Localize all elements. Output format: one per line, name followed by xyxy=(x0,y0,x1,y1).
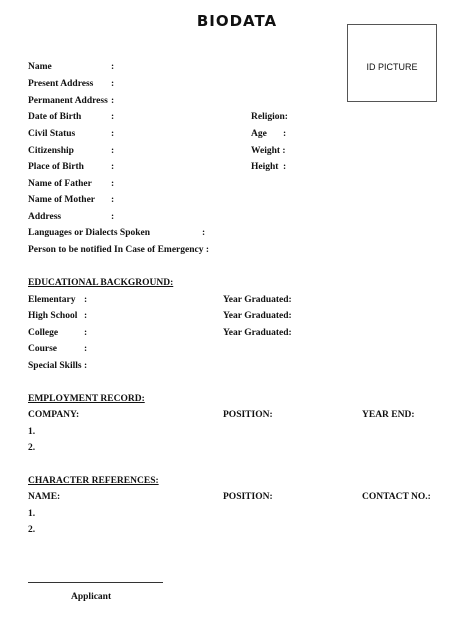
permanent-address-label: Permanent Address xyxy=(28,96,108,106)
present-address-colon: : xyxy=(111,79,115,89)
special-skills-label: Special Skills xyxy=(28,361,82,371)
employment-item-2: 2. xyxy=(28,443,36,453)
place-of-birth-label: Place of Birth xyxy=(28,162,84,172)
place-of-birth-colon: : xyxy=(111,162,115,172)
company-label: COMPANY: xyxy=(28,410,80,420)
applicant-label: Applicant xyxy=(71,592,112,602)
high-school-year-label: Year Graduated: xyxy=(223,311,292,321)
college-year-label: Year Graduated: xyxy=(223,328,292,338)
references-heading: CHARACTER REFERENCES: xyxy=(28,476,159,486)
age-label: Age xyxy=(251,129,267,139)
name-colon: : xyxy=(111,62,115,72)
employment-item-1: 1. xyxy=(28,427,36,437)
name-of-mother-colon: : xyxy=(111,195,115,205)
elementary-colon: : xyxy=(84,295,88,305)
name-of-father-label: Name of Father xyxy=(28,179,92,189)
civil-status-label: Civil Status xyxy=(28,129,76,139)
year-end-label: YEAR END: xyxy=(362,410,415,420)
reference-name-label: NAME: xyxy=(28,492,61,502)
contact-no-label: CONTACT NO.: xyxy=(362,492,431,502)
high-school-label: High School xyxy=(28,311,78,321)
elementary-label: Elementary xyxy=(28,295,76,305)
citizenship-label: Citizenship xyxy=(28,146,74,156)
civil-status-colon: : xyxy=(111,129,115,139)
address-colon: : xyxy=(111,212,115,222)
emergency-contact-label: Person to be notified In Case of Emergency : xyxy=(28,245,210,255)
religion-label: Religion: xyxy=(251,112,288,122)
high-school-colon: : xyxy=(84,311,88,321)
date-of-birth-colon: : xyxy=(111,112,115,122)
height-colon: : xyxy=(283,162,287,172)
permanent-address-colon: : xyxy=(111,96,115,106)
reference-item-2: 2. xyxy=(28,525,36,535)
address-label: Address xyxy=(28,212,62,222)
page-title: BIODATA xyxy=(196,12,278,30)
reference-position-label: POSITION: xyxy=(223,492,273,502)
languages-colon: : xyxy=(202,228,206,238)
id-picture-label: ID PICTURE xyxy=(366,62,418,72)
course-label: Course xyxy=(28,344,58,354)
name-of-mother-label: Name of Mother xyxy=(28,195,96,205)
name-label: Name xyxy=(28,62,52,72)
reference-item-1: 1. xyxy=(28,509,36,519)
date-of-birth-label: Date of Birth xyxy=(28,112,82,122)
employment-heading: EMPLOYMENT RECORD: xyxy=(28,394,145,404)
signature-line xyxy=(28,582,163,583)
college-colon: : xyxy=(84,328,88,338)
employment-position-label: POSITION: xyxy=(223,410,273,420)
name-of-father-colon: : xyxy=(111,179,115,189)
citizenship-colon: : xyxy=(111,146,115,156)
id-picture-box xyxy=(347,24,437,102)
present-address-label: Present Address xyxy=(28,79,94,89)
college-label: College xyxy=(28,328,59,338)
special-skills-colon: : xyxy=(84,361,88,371)
languages-label: Languages or Dialects Spoken xyxy=(28,228,151,238)
height-label: Height xyxy=(251,162,279,172)
age-colon: : xyxy=(283,129,287,139)
elementary-year-label: Year Graduated: xyxy=(223,295,292,305)
education-heading: EDUCATIONAL BACKGROUND: xyxy=(28,278,174,288)
weight-label: Weight : xyxy=(251,146,286,156)
course-colon: : xyxy=(84,344,88,354)
